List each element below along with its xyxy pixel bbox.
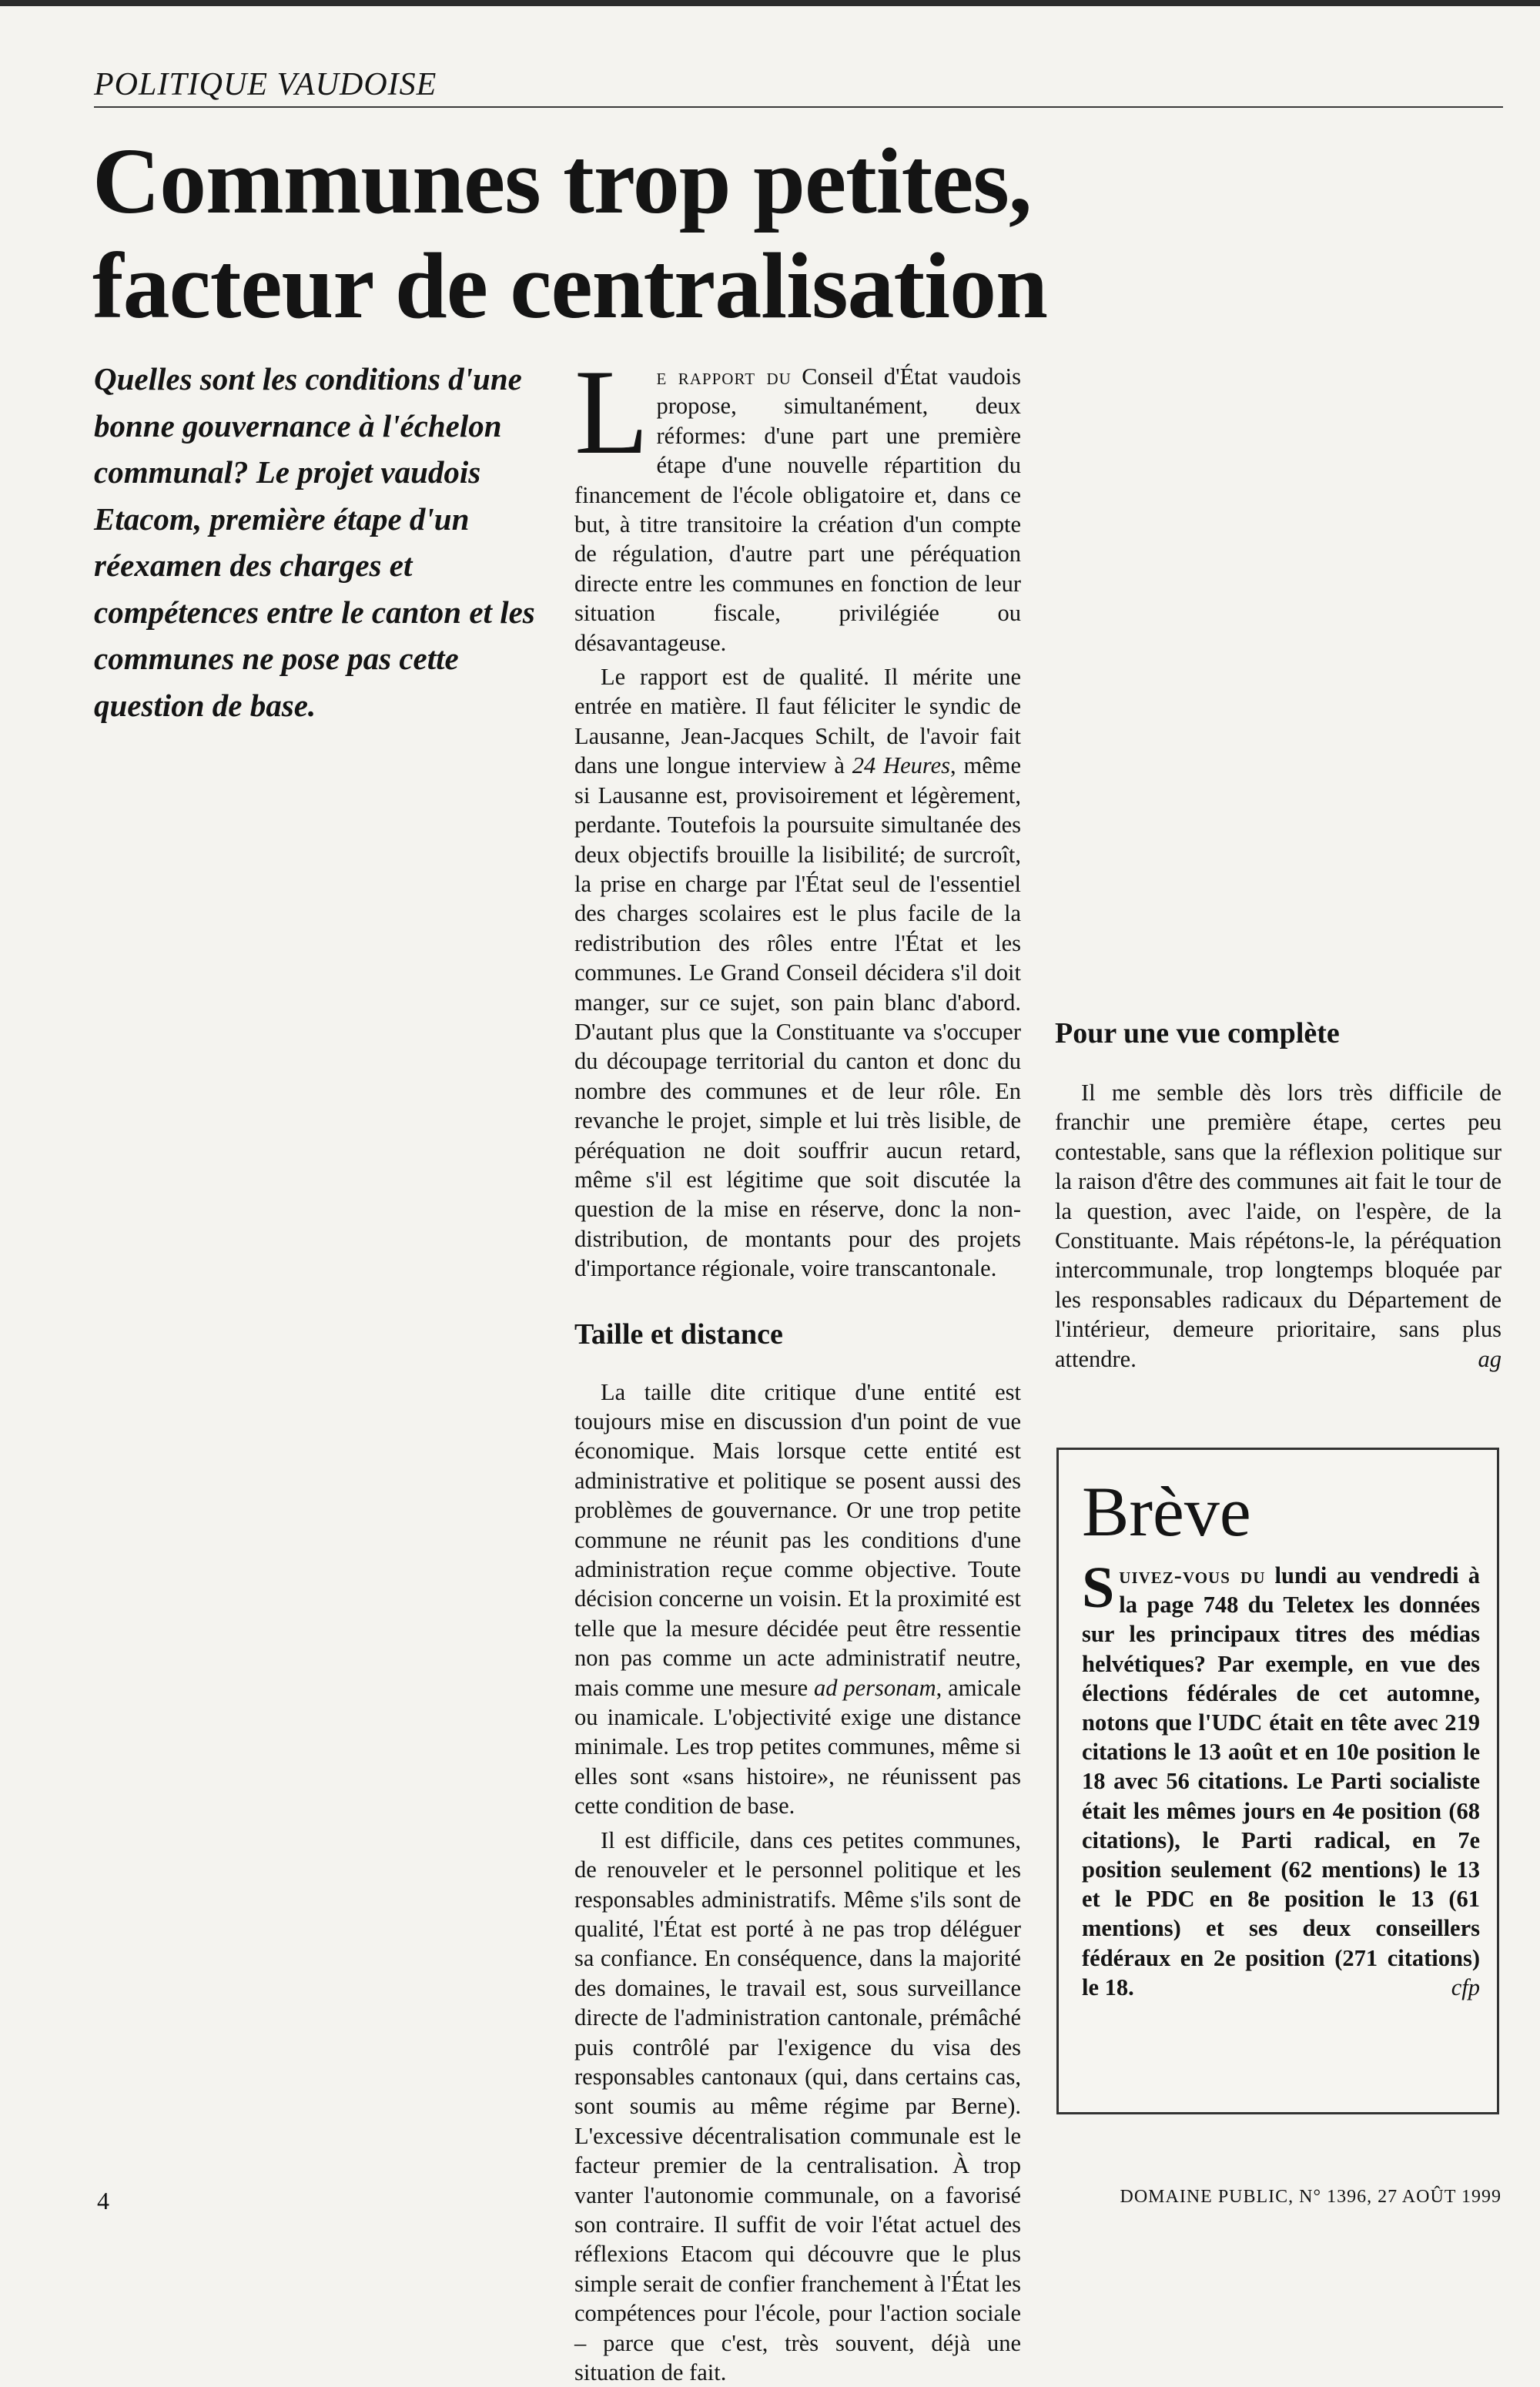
page-number: 4 (97, 2187, 109, 2215)
intro-smallcaps: e rapport du (656, 363, 792, 390)
breve-drop-cap: S (1082, 1555, 1115, 1620)
subhead-vue-complete: Pour une vue complète (1055, 1017, 1340, 1050)
breve-body: lundi au vendredi à la page 748 du Teletex les données sur les principaux titres des médias helvétiques? Par exemple, en vue des élections fédérales de cet automne, notons que l'UDC était en tête avec 219 citations le 13 août et en 10e position le 18 avec 56 citations. Le Parti socialiste était les mêmes jours en 4e position (68 citations), le Parti radical, en 7e position seulement (62 mentions) le 13 et le PDC en 8e position le 13 (61 mentions) et ses deux conseillers fédéraux en 2e position (271 citations) le 18. (1082, 1562, 1480, 2000)
breve-box (1056, 1448, 1499, 2114)
publication-info: DOMAINE PUBLIC, N° 1396, 27 AOÛT 1999 (1120, 2187, 1502, 2207)
article-paragraph-2 (574, 662, 1021, 1284)
article-column-middle (574, 345, 1022, 2387)
article-paragraph-1 (574, 345, 1021, 658)
top-border (0, 0, 1540, 6)
headline-line-2: facteur de centralisation (92, 234, 1047, 338)
breve-text (1082, 1555, 1480, 2002)
paragraph-3-text-b: , amicale ou inamicale. L'objectivité exige une distance minimale. Les trop petites communes, même si elles sont «sans histoire», ne réunissent pas cette condition de base. (574, 1674, 1021, 1820)
drop-cap: L (574, 345, 649, 480)
article-paragraph-5 (1055, 1078, 1502, 1374)
article-paragraph-3 (574, 1378, 1021, 1821)
paragraph-2-text-a: Le rapport est de qualité. Il mérite une entrée en matière. Il faut féliciter le syndic de Lausanne, Jean-Jacques Schilt, de l'avoir fait dans une longue interview à (574, 664, 1021, 779)
lede: Quelles sont les conditions d'une bonne gouvernance à l'échelon communal? Le projet vaudois Etacom, première étape d'un réexamen des charges et compétences entre le canton et les communes ne pose pas cette question de base. (94, 361, 535, 723)
rubric-divider (94, 106, 1503, 108)
paragraph-1-text: Conseil d'État vaudois propose, simultanément, deux réformes: d'une part une première étape d'une nouvelle répartition du financement de l'école obligatoire et, dans ce but, à titre transitoire la création d'un compte de régulation, d'autre part une péréquation directe entre les communes en fonction de leur situation fiscale, privilégiée ou désavantageuse. (574, 363, 1021, 656)
article-paragraph-4: Il est difficile, dans ces petites communes, de renouveler et le personnel politique et les responsables administratifs. Même s'ils sont de qualité, l'État est porté à ne pas trop déléguer sa confiance. En conséquence, dans la majorité des domaines, le travail est, sous surveillance directe de l'administration cantonale, prémâché puis contrôlé par l'exigence du visa des responsables cantonaux (qui, dans certains cas, sont soumis au même régime par Berne). L'excessive décentralisation communale est le facteur premier de la centralisation. À trop vanter l'autonomie communale, on a favorisé son contraire. Il suffit de voir l'état actuel des réflexions Etacom qui découvre que le plus simple serait de confier franchement à l'État les compétences pour l'école, pour l'action sociale – parce que c'est, très souvent, déjà une situation de fait. (574, 1826, 1021, 2385)
section-rubric: POLITIQUE VAUDOISE (94, 67, 437, 102)
newspaper-name: 24 Heures (852, 752, 951, 779)
paragraph-2-text-b: , même si Lausanne est, provisoirement et légèrement, perdante. Toutefois la poursuite simultanée des deux objectifs brouille la lisibilité; de surcroît, la prise en charge par l'État seul de l'essentiel des charges scolaires est le plus facile de la redistribution des rôles entre l'État et les communes. Le Grand Conseil décidera s'il doit manger, sur ce sujet, son pain blanc d'abord. D'autant plus que la Constituante va s'occuper du découpage territorial du canton et donc du nombre des communes et de leur rôle. En revanche le projet, simple et lui très lisible, de péréquation ne doit souffrir aucun retard, même s'il est légitime que soit discutée la question de la mise en réserve, donc la non-distribution, de montants pour des projets d'importance régionale, voire transcantonale. (574, 752, 1022, 1282)
paragraph-3-text-a: La taille dite critique d'une entité est toujours mise en discussion d'un point de vue économique. Mais lorsque cette entité est administrative et politique se posent aussi des problèmes de gouvernance. Or une trop petite commune ne réunit pas les conditions d'une administration reçue comme objective. Toute décision concerne un voisin. Et la proximité est telle que la mesure décidée peut être ressentie non pas comme un acte administratif neutre, mais comme une mesure (574, 1378, 1021, 1701)
paragraph-5-text: Il me semble dès lors très difficile de franchir une première étape, certes peu contestable, sans que la réflexion politique sur la raison d'être des communes ait fait le tour de la question, avec l'aide, on l'espère, de la Constituante. Mais répétons-le, la péréquation intercommunale, trop longtemps bloquée par les responsables radicaux du Département de l'intérieur, demeure prioritaire, sans plus attendre. (1055, 1080, 1502, 1372)
breve-intro-smallcaps: uivez-vous du (1119, 1562, 1266, 1589)
breve-signature: cfp (1451, 1974, 1480, 2000)
subhead-taille-distance: Taille et distance (574, 1317, 783, 1351)
latin-phrase: ad personam (813, 1674, 936, 1701)
author-signature: ag (1478, 1345, 1502, 1372)
breve-title: Brève (1082, 1472, 1251, 1551)
headline (92, 129, 1247, 339)
article-column-right (1055, 362, 1502, 1424)
headline-line-1: Communes trop petites, (92, 129, 1032, 233)
